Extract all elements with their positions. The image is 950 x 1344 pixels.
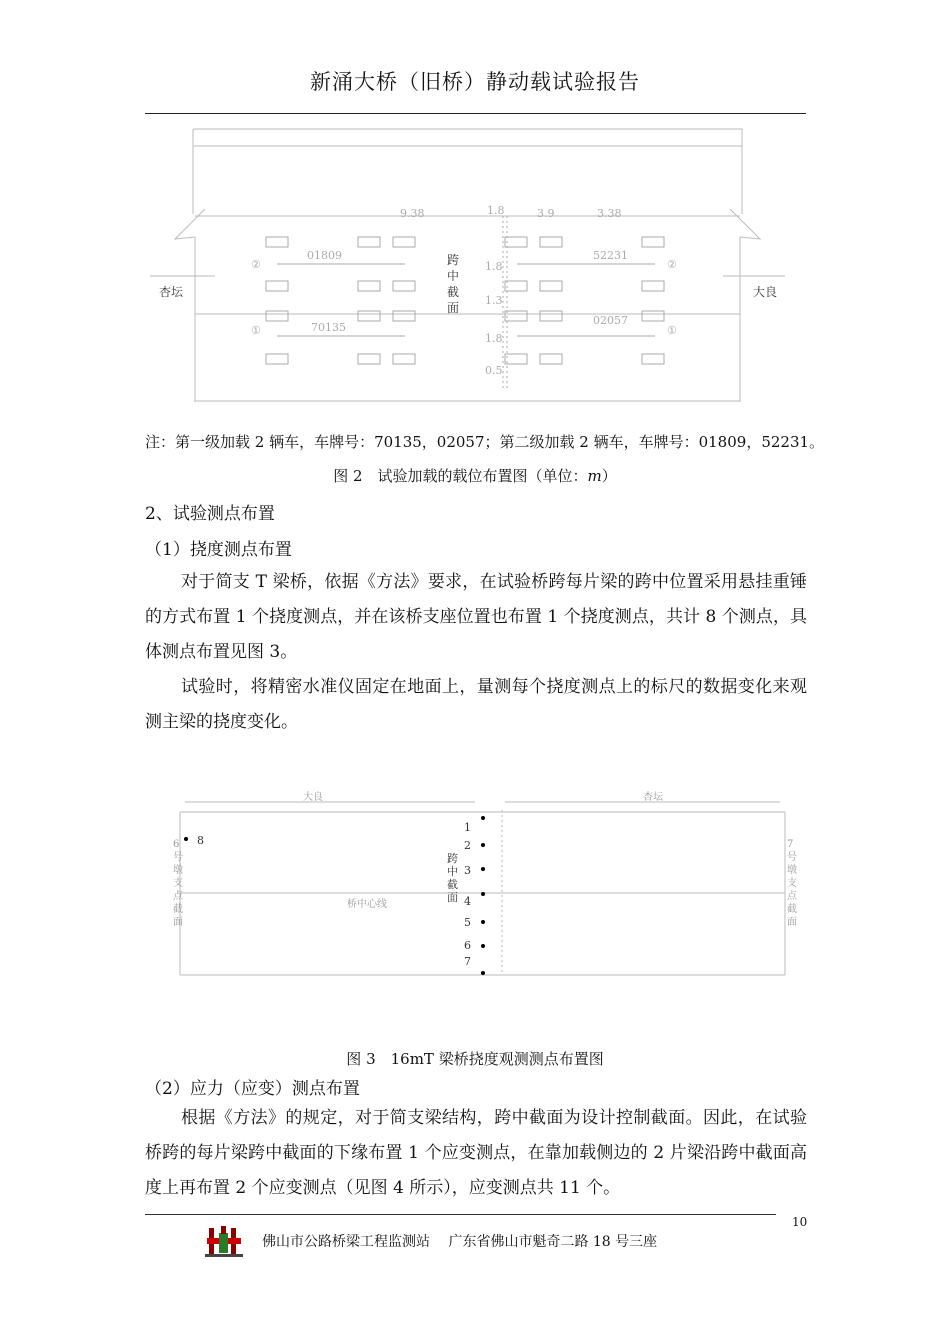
measure-point bbox=[481, 971, 485, 975]
support-label: 墩 bbox=[787, 865, 797, 876]
mid-section-label: 截 bbox=[447, 878, 458, 891]
caption-unit: m bbox=[587, 467, 602, 485]
right-end-label: 大良 bbox=[753, 285, 778, 299]
organization-logo-icon bbox=[205, 1224, 245, 1260]
support-label: 7 bbox=[787, 839, 794, 850]
dim-top: 1.8 bbox=[487, 204, 505, 217]
support-label: 截 bbox=[173, 904, 183, 915]
figure-2-caption bbox=[0, 465, 950, 486]
measure-point bbox=[481, 944, 485, 948]
circle-label: ② bbox=[251, 258, 261, 271]
point-number: 4 bbox=[464, 895, 471, 908]
support-label: 支 bbox=[173, 878, 183, 889]
footer-organization: 佛山市公路桥梁工程监测站 广东省佛山市魁奇二路 18 号三座 bbox=[262, 1234, 658, 1250]
point-number: 8 bbox=[197, 834, 204, 847]
paragraph: 对于简支 T 梁桥，依据《方法》要求，在试验桥跨每片梁的跨中位置采用悬挂重锤的方式布置 1 个挠度测点，并在该桥支座位置也布置 1 个挠度测点，共计 8 个测点，具体测点布置见图 3。 bbox=[145, 572, 807, 662]
point-number: 7 bbox=[464, 955, 471, 968]
figure-3-deflection-points bbox=[165, 790, 810, 980]
top-right-label: 杏坛 bbox=[643, 792, 663, 803]
top-left-label: 大良 bbox=[303, 792, 323, 803]
caption-suffix: ） bbox=[601, 467, 617, 485]
point-number: 3 bbox=[464, 864, 471, 877]
figure-2-note: 注：第一级加载 2 辆车，车牌号：70135，02057；第二级加载 2 辆车，车牌号：01809，52231。 bbox=[145, 433, 825, 451]
plate-number: 70135 bbox=[311, 321, 346, 334]
mid-section-label: 跨 bbox=[447, 852, 458, 865]
paragraph-block bbox=[145, 1101, 807, 1206]
dim-top: 3.9 bbox=[537, 207, 555, 220]
mid-section-label: 中 bbox=[447, 865, 458, 878]
left-end-label: 杏坛 bbox=[159, 285, 184, 299]
measure-point bbox=[481, 920, 485, 924]
point-number: 5 bbox=[464, 916, 471, 929]
dim-side: 1.8 bbox=[485, 332, 503, 345]
dim-top: 9.38 bbox=[400, 207, 425, 220]
support-label: 面 bbox=[173, 917, 183, 928]
plate-number: 02057 bbox=[593, 314, 628, 327]
support-label: 号 bbox=[173, 852, 183, 863]
mid-section-label: 截 bbox=[447, 285, 460, 299]
dim-side: 1.3 bbox=[485, 294, 503, 307]
page-header-title: 新涌大桥（旧桥）静动载试验报告 bbox=[310, 70, 640, 94]
footer-rule bbox=[145, 1214, 776, 1215]
paragraph: 试验时，将精密水准仪固定在地面上，量测每个挠度测点上的标尺的数据变化来观测主梁的挠度变化。 bbox=[145, 677, 807, 732]
support-label: 截 bbox=[787, 904, 797, 915]
measure-point bbox=[481, 843, 485, 847]
dim-top: 3.38 bbox=[597, 207, 622, 220]
measure-point bbox=[481, 867, 485, 871]
caption-text: 图 2 试验加载的载位布置图（单位： bbox=[333, 467, 588, 485]
point-number: 6 bbox=[464, 939, 471, 952]
point-number: 2 bbox=[464, 839, 471, 852]
paragraph-block bbox=[145, 565, 807, 740]
support-label: 6 bbox=[173, 839, 180, 850]
dim-side: 0.5 bbox=[485, 364, 503, 377]
support-label: 点 bbox=[173, 891, 183, 902]
subsection-heading: （2）应力（应变）测点布置 bbox=[145, 1079, 360, 1099]
section-heading: 2、试验测点布置 bbox=[145, 504, 275, 524]
measure-point bbox=[481, 816, 485, 820]
circle-label: ① bbox=[251, 324, 261, 337]
measure-point bbox=[184, 837, 188, 841]
point-number: 1 bbox=[464, 821, 471, 834]
mid-section-label: 中 bbox=[447, 269, 460, 283]
mid-section-label: 跨 bbox=[447, 253, 460, 267]
plate-number: 01809 bbox=[307, 249, 342, 262]
support-label: 面 bbox=[787, 917, 797, 928]
paragraph: 根据《方法》的规定，对于简支梁结构，跨中截面为设计控制截面。因此，在试验桥跨的每片梁跨中截面的下缘布置 1 个应变测点，在靠加载侧边的 2 片梁沿跨中截面高度上再布置 2 个应变测点（见图 4 所示），应变测点共 11 个。 bbox=[145, 1108, 807, 1198]
subsection-heading: （1）挠度测点布置 bbox=[145, 540, 292, 560]
center-line-label: 桥中心线 bbox=[347, 899, 387, 910]
page-number: 10 bbox=[792, 1215, 808, 1229]
figure-3-caption: 图 3 16mT 梁桥挠度观测测点布置图 bbox=[346, 1050, 604, 1068]
measure-point bbox=[481, 892, 485, 896]
mid-section-label: 面 bbox=[447, 891, 458, 904]
plate-number: 52231 bbox=[593, 249, 628, 262]
dim-side: 1.8 bbox=[485, 260, 503, 273]
support-label: 号 bbox=[787, 852, 797, 863]
support-label: 墩 bbox=[173, 865, 183, 876]
header-rule bbox=[145, 113, 806, 114]
support-label: 支 bbox=[787, 878, 797, 889]
mid-section-label: 面 bbox=[447, 301, 460, 315]
circle-label: ① bbox=[667, 324, 677, 337]
circle-label: ② bbox=[667, 258, 677, 271]
support-label: 点 bbox=[787, 891, 797, 902]
figure-2-load-layout bbox=[145, 124, 805, 409]
